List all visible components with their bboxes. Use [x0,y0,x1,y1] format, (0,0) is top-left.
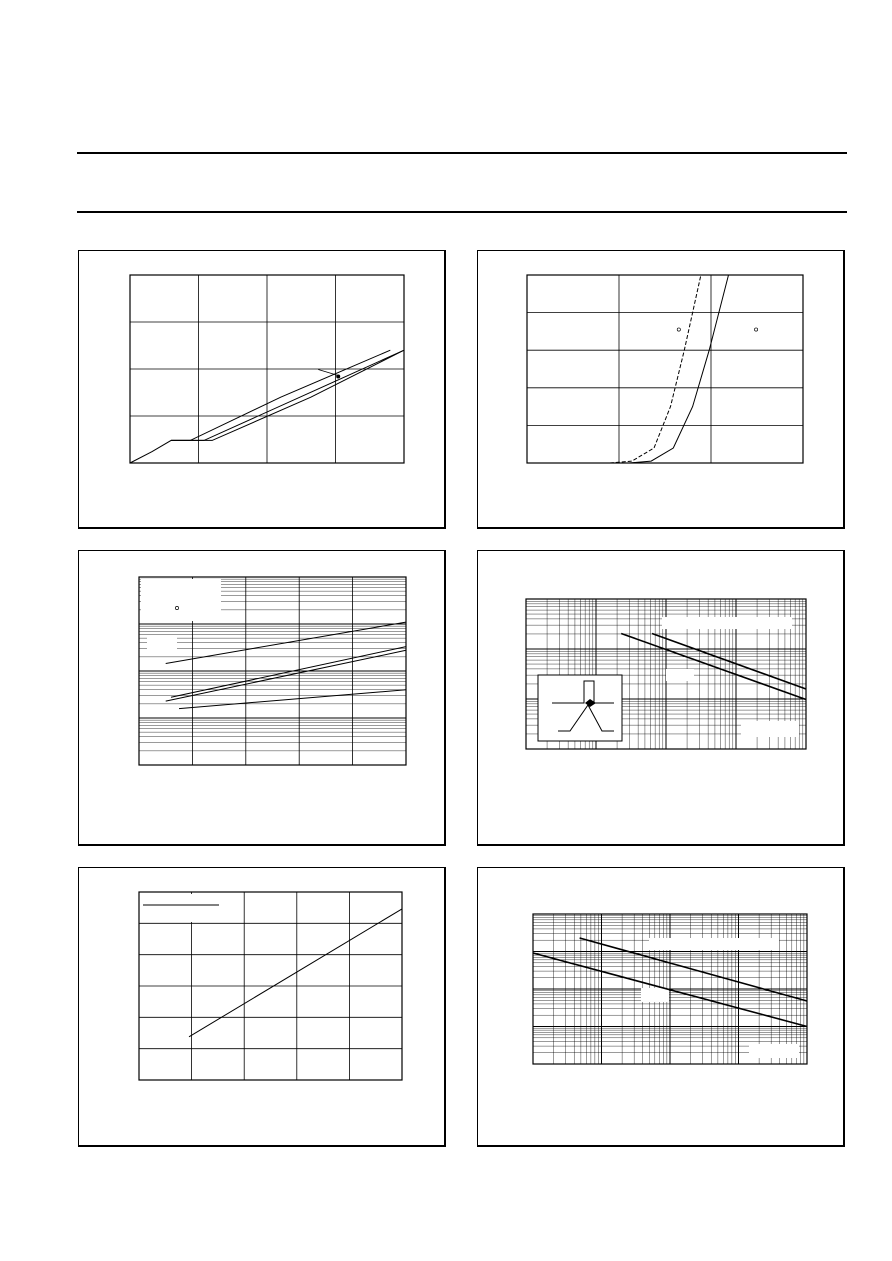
figure-panel-a [78,250,446,529]
series-curve-b-1 [610,275,701,463]
header-rule [77,211,847,213]
plot-area-d [526,599,806,749]
plot-area-e [139,892,402,1080]
legend-box [141,894,221,922]
chart-a [79,251,447,530]
curve-marker-1 [677,328,680,331]
figure-panel-d [477,550,845,846]
label-box-1 [662,617,792,629]
label-box-2 [666,669,694,681]
chart-b [478,251,846,530]
plot-area-b [527,275,803,463]
top-rule [77,152,847,154]
waveform-inset [538,675,622,741]
series-line-c-4 [179,690,406,709]
chart-f [478,868,846,1148]
plot-area-a [130,275,404,463]
series-line-a-1 [130,350,390,463]
figure-panel-e [78,867,446,1147]
plot-frame [527,275,803,463]
annotation-arrow-head [336,375,340,379]
label-box-3 [749,1044,799,1058]
label-box-2 [641,988,669,1002]
figure-panel-f [477,867,845,1147]
plot-area-c [139,577,406,765]
chart-c [79,551,447,847]
figure-panel-c [78,550,446,846]
figure-panel-b [477,250,845,529]
series-line-a-2 [171,350,404,440]
legend-box-2 [147,637,177,655]
series-line-a-3 [171,350,404,440]
label-box-1 [649,938,779,950]
chart-d [478,551,846,847]
curve-marker-2 [754,328,757,331]
series-curve-b-2 [629,275,728,463]
label-box-3 [741,721,799,737]
plot-area-f [533,914,807,1064]
legend-box-1 [141,579,221,621]
chart-e [79,868,447,1148]
